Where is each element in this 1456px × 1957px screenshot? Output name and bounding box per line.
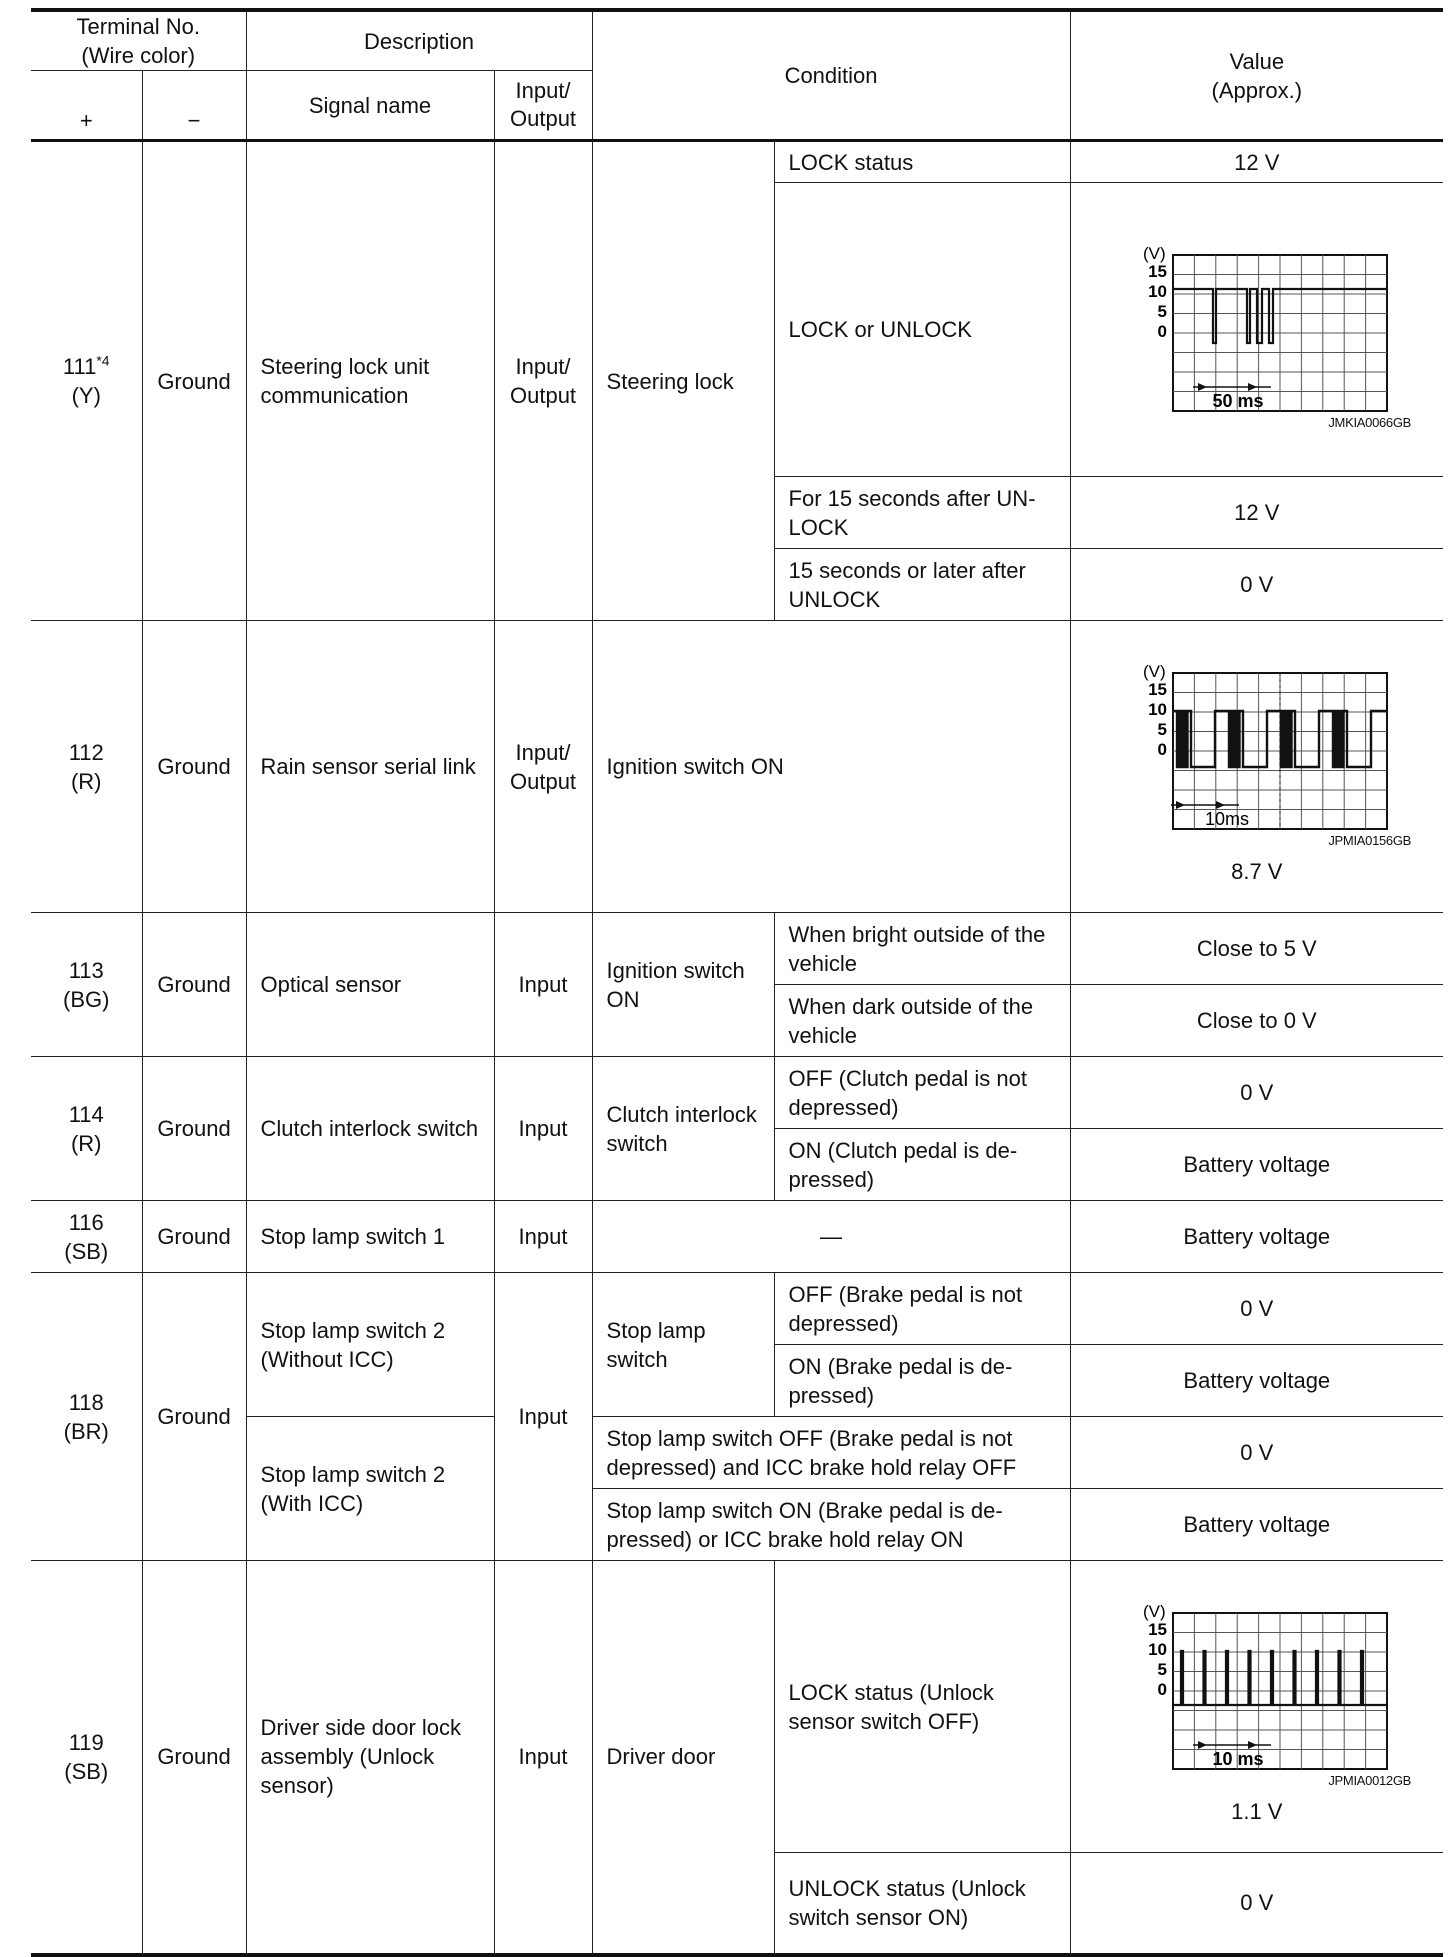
time-scale-label: 10 ms	[1212, 1749, 1264, 1769]
terminal-spec-table	[31, 8, 1443, 1957]
header-terminal-no: Terminal No. (Wire color)	[31, 10, 246, 71]
io-119: Input	[494, 1561, 592, 1955]
header-description: Description	[246, 10, 592, 71]
subcond-118-2: ON (Brake pedal is de-pressed)	[774, 1345, 1070, 1417]
axis-unit-label: (V)	[1142, 662, 1166, 681]
value-116: Battery voltage	[1070, 1201, 1443, 1273]
value-111-3: 12 V	[1070, 477, 1443, 549]
value-118-2: Battery voltage	[1070, 1345, 1443, 1417]
terminal-116: 116 (SB)	[31, 1201, 142, 1273]
condition-118: Stop lamp switch	[592, 1273, 774, 1417]
ground-119: Ground	[142, 1561, 246, 1955]
spec-document	[31, 8, 1443, 1957]
io-113: Input	[494, 913, 592, 1057]
signal-118-without-icc: Stop lamp switch 2 (Without ICC)	[246, 1273, 494, 1417]
value-114-1: 0 V	[1070, 1057, 1443, 1129]
subcond-111-1: LOCK status	[774, 141, 1070, 183]
value-118-3: 0 V	[1070, 1417, 1443, 1489]
ground-112: Ground	[142, 621, 246, 913]
subcond-118-1: OFF (Brake pedal is not depressed)	[774, 1273, 1070, 1345]
subcond-111-4: 15 seconds or later after UNLOCK	[774, 549, 1070, 621]
ground-114: Ground	[142, 1057, 246, 1201]
signal-113: Optical sensor	[246, 913, 494, 1057]
axis-tick-label: 10	[1147, 281, 1167, 301]
value-113-2: Close to 0 V	[1070, 985, 1443, 1057]
value-113-1: Close to 5 V	[1070, 913, 1443, 985]
axis-tick-label: 5	[1157, 720, 1167, 739]
axis-tick-label: 15	[1147, 1620, 1167, 1639]
io-112: Input/ Output	[494, 621, 592, 913]
terminal-118: 118 (BR)	[31, 1273, 142, 1561]
figure-ref-112: JPMIA0156GB	[1328, 833, 1412, 848]
oscilloscope-waveform-door-lock	[1107, 1591, 1407, 1773]
header-plus: +	[31, 71, 142, 141]
terminal-114: 114 (R)	[31, 1057, 142, 1201]
value-119-2: 0 V	[1070, 1853, 1443, 1955]
signal-112: Rain sensor serial link	[246, 621, 494, 913]
header-value: Value (Approx.)	[1070, 10, 1443, 141]
subcond-118-3: Stop lamp switch OFF (Brake pedal is not depressed) and ICC brake hold relay OFF	[592, 1417, 1070, 1489]
condition-119: Driver door	[592, 1561, 774, 1955]
axis-tick-label: 10	[1147, 700, 1167, 719]
axis-tick-label: 0	[1157, 1680, 1167, 1699]
subcond-111-2: LOCK or UNLOCK	[774, 183, 1070, 477]
subcond-113-1: When bright outside of the vehicle	[774, 913, 1070, 985]
axis-unit-label: (V)	[1142, 243, 1166, 263]
value-118-4: Battery voltage	[1070, 1489, 1443, 1561]
value-119-1	[1070, 1561, 1443, 1853]
condition-114: Clutch interlock switch	[592, 1057, 774, 1201]
io-116: Input	[494, 1201, 592, 1273]
value-111-4: 0 V	[1070, 549, 1443, 621]
axis-tick-label: 5	[1157, 1660, 1167, 1679]
subcond-119-2: UNLOCK status (Unlock switch sensor ON)	[774, 1853, 1070, 1955]
signal-114: Clutch interlock switch	[246, 1057, 494, 1201]
io-118: Input	[494, 1273, 592, 1561]
axis-tick-label: 15	[1147, 680, 1167, 699]
axis-tick-label: 10	[1147, 1640, 1167, 1659]
time-scale-label: 10ms	[1204, 809, 1249, 829]
axis-tick-label: 0	[1157, 740, 1167, 759]
subcond-118-4: Stop lamp switch ON (Brake pedal is de-pressed) or ICC brake hold relay ON	[592, 1489, 1070, 1561]
signal-118-with-icc: Stop lamp switch 2 (With ICC)	[246, 1417, 494, 1561]
value-118-1: 0 V	[1070, 1273, 1443, 1345]
terminal-113: 113 (BG)	[31, 913, 142, 1057]
terminal-112: 112 (R)	[31, 621, 142, 913]
header-input-output: Input/ Output	[494, 71, 592, 141]
oscilloscope-waveform-steering-lock	[1107, 233, 1407, 415]
ground-118: Ground	[142, 1273, 246, 1561]
header-condition: Condition	[592, 10, 1070, 141]
ground-111: Ground	[142, 141, 246, 621]
condition-113: Ignition switch ON	[592, 913, 774, 1057]
axis-tick-label: 15	[1147, 261, 1167, 281]
condition-111: Steering lock	[592, 141, 774, 621]
value-111-2	[1070, 183, 1443, 477]
value-112-voltage: 8.7 V	[1231, 859, 1283, 884]
header-signal-name: Signal name	[246, 71, 494, 141]
time-scale-label: 50 ms	[1212, 390, 1264, 411]
io-111: Input/ Output	[494, 141, 592, 621]
terminal-119: 119 (SB)	[31, 1561, 142, 1955]
condition-112: Ignition switch ON	[592, 621, 1070, 913]
subcond-119-1: LOCK status (Unlock sensor switch OFF)	[774, 1561, 1070, 1853]
ground-116: Ground	[142, 1201, 246, 1273]
ground-113: Ground	[142, 913, 246, 1057]
subcond-114-2: ON (Clutch pedal is de-pressed)	[774, 1129, 1070, 1201]
signal-116: Stop lamp switch 1	[246, 1201, 494, 1273]
value-114-2: Battery voltage	[1070, 1129, 1443, 1201]
signal-111: Steering lock unit communication	[246, 141, 494, 621]
subcond-114-1: OFF (Clutch pedal is not depressed)	[774, 1057, 1070, 1129]
terminal-111: 111$^{*4}$ (Y)	[31, 141, 142, 621]
value-119-1-voltage: 1.1 V	[1231, 1799, 1283, 1824]
subcond-111-3: For 15 seconds after UN-LOCK	[774, 477, 1070, 549]
condition-116: —	[592, 1201, 1070, 1273]
axis-tick-label: 0	[1157, 321, 1167, 341]
figure-ref-119: JPMIA0012GB	[1328, 1773, 1412, 1788]
value-112	[1070, 621, 1443, 913]
figure-ref-111: JMKIA0066GB	[1328, 414, 1412, 430]
io-114: Input	[494, 1057, 592, 1201]
signal-119: Driver side door lock assembly (Unlock sensor)	[246, 1561, 494, 1955]
header-minus: −	[142, 71, 246, 141]
signal-trace	[1173, 711, 1387, 767]
subcond-113-2: When dark outside of the vehicle	[774, 985, 1070, 1057]
axis-tick-label: 5	[1157, 301, 1167, 321]
oscilloscope-waveform-rain-sensor	[1107, 651, 1407, 833]
value-111-1: 12 V	[1070, 141, 1443, 183]
axis-unit-label: (V)	[1142, 1602, 1166, 1621]
